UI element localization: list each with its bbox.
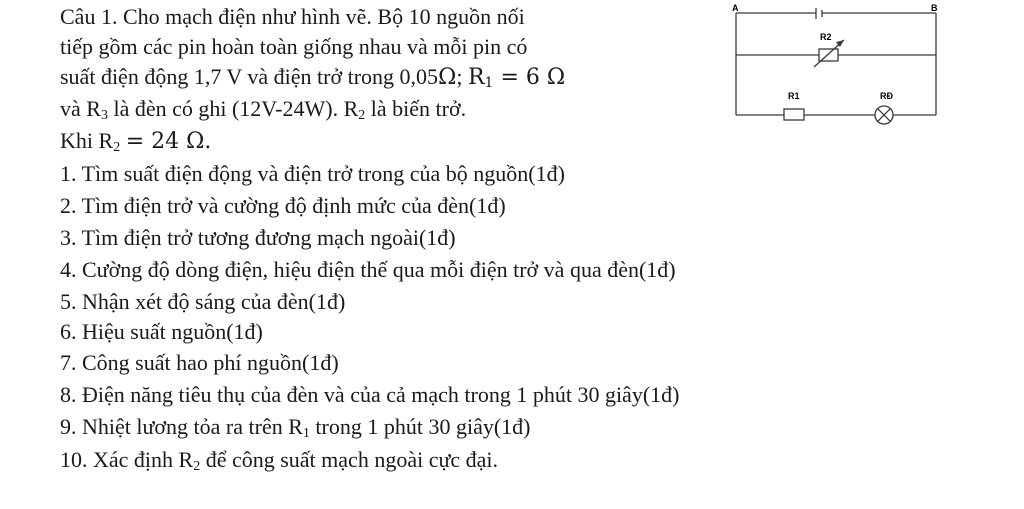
problem-text-line: và $R_3$ là đèn có ghi (12V-24W). $R_2$ là biến trở. — [60, 96, 467, 123]
question-item: 6. Hiệu suất nguồn(1đ) — [60, 319, 263, 344]
question-item: 8. Điện năng tiêu thụ của đèn và của cả mạch trong 1 phút 30 giây(1đ) — [60, 382, 680, 407]
r1-resistor — [784, 109, 804, 120]
r1-symbol: $R_1 = 6$ Ω — [467, 65, 566, 91]
problem-title-line: Câu 1. Cho mạch điện như hình vẽ. Bộ 10 nguồn nối — [60, 4, 525, 29]
node-a-label: A — [732, 3, 739, 13]
r1-label: R1 — [788, 91, 800, 101]
question-item: 1. Tìm suất điện động và điện trở trong của bộ nguồn(1đ) — [60, 161, 565, 186]
problem-text-line: suất điện động 1,7 V và điện trở trong 0,05Ω; $R_1 = 6$ Ω — [60, 64, 566, 91]
question-item: 2. Tìm điện trở và cường độ định mức của đèn(1đ) — [60, 193, 506, 218]
lamp-label: RĐ — [880, 91, 893, 101]
question-item: 10. Xác định $R_2$ để công suất mạch ngoài cực đại. — [60, 447, 499, 474]
question-item: 5. Nhận xét độ sáng của đèn(1đ) — [60, 289, 346, 314]
circuit-diagram — [726, 0, 940, 135]
given-r2-line: Khi $R_2 = 24$ Ω. — [60, 128, 212, 155]
question-item: 7. Công suất hao phí nguồn(1đ) — [60, 350, 339, 375]
problem-text-line: tiếp gồm các pin hoàn toàn giống nhau và mỗi pin có — [60, 34, 528, 59]
question-item: 4. Cường độ dòng điện, hiệu điện thế qua mỗi điện trở và qua đèn(1đ) — [60, 257, 676, 282]
question-item: 9. Nhiệt lương tỏa ra trên $R_1$ trong 1 phút 30 giây(1đ) — [60, 414, 531, 441]
node-b-label: B — [931, 3, 938, 13]
r2-label: R2 — [820, 32, 832, 42]
question-item: 3. Tìm điện trở tương đương mạch ngoài(1đ) — [60, 225, 456, 250]
